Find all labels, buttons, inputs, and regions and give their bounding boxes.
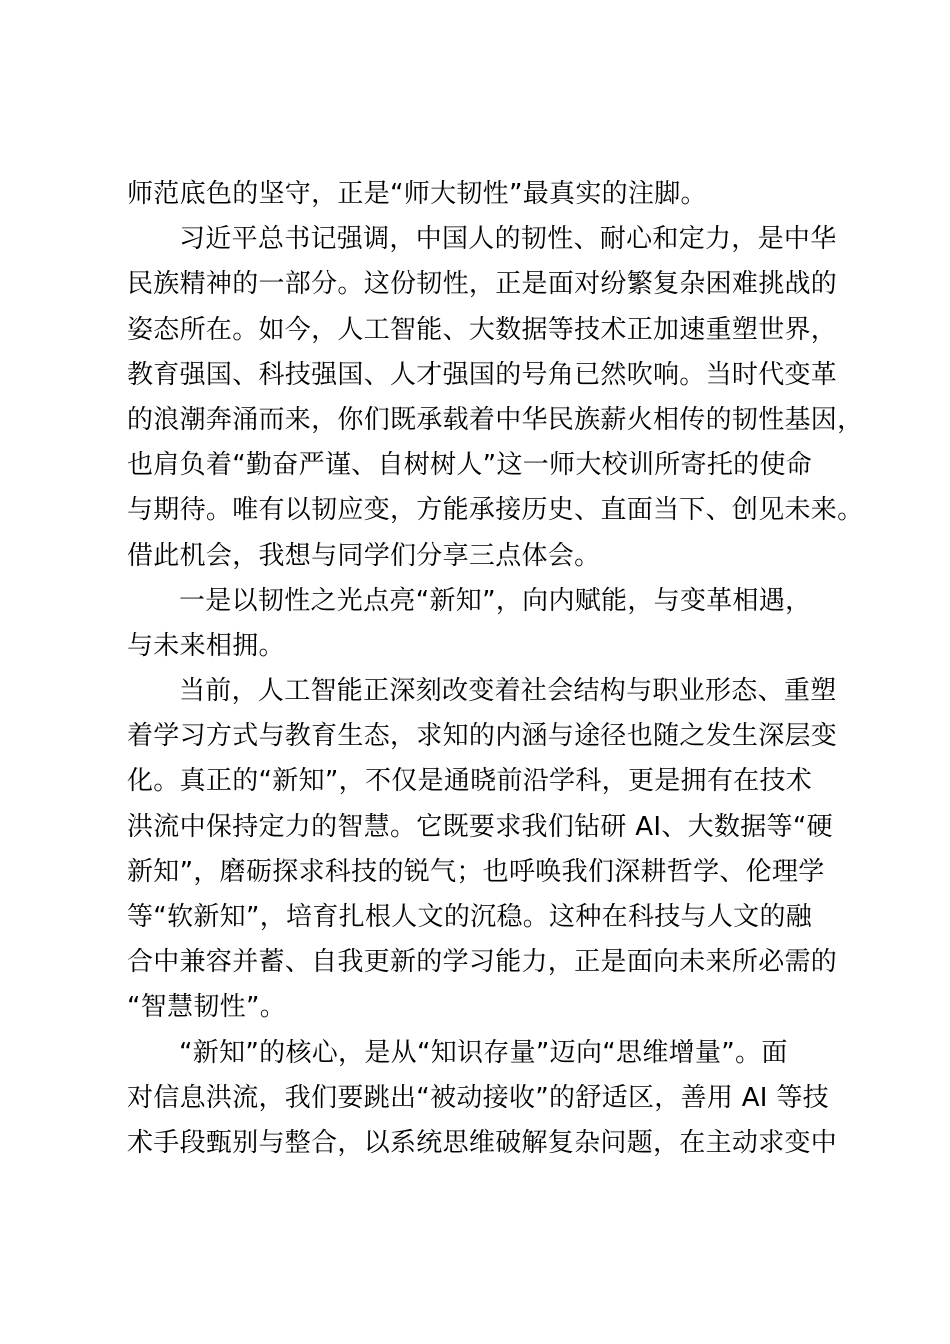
text-line: “新知”的核心，是从“知识存量”迈向“思维增量”。面 <box>179 1037 788 1068</box>
text-line: 师范底色的坚守，正是“师大韧性”最真实的注脚。 <box>127 179 707 209</box>
text-line: 术手段甄别与整合，以系统思维破解复杂问题，在主动求变中 <box>127 1127 838 1158</box>
text-line: 等“软新知”，培育扎根人文的沉稳。这种在科技与人文的融 <box>127 902 813 932</box>
text-line: 合中兼容并蓄、自我更新的学习能力，正是面向未来所必需的 <box>127 947 838 978</box>
text-line: 对信息洪流，我们要跳出“被动接收”的舒适区，善用 AI 等技 <box>127 1082 829 1113</box>
text-line: 着学习方式与教育生态，求知的内涵与途径也随之发生深层变 <box>127 721 838 752</box>
text-line: 教育强国、科技强国、人才强国的号角已然吹响。当时代变革 <box>127 359 838 390</box>
text-line: “智慧韧性”。 <box>127 992 287 1023</box>
text-line: 习近平总书记强调，中国人的韧性、耐心和定力，是中华 <box>179 224 837 255</box>
text-line: 借此机会，我想与同学们分享三点体会。 <box>127 540 601 571</box>
text-line: 的浪潮奔涌而来，你们既承载着中华民族薪火相传的韧性基因， <box>127 404 864 435</box>
text-line: 化。真正的“新知”，不仅是通晓前沿学科，更是拥有在技术 <box>127 766 813 797</box>
text-line: 一是以韧性之光点亮“新知”，向内赋能，与变革相遇， <box>179 585 812 616</box>
body-text <box>127 172 867 1166</box>
text-line: 洪流中保持定力的智慧。它既要求我们钻研 AI、大数据等“硬 <box>127 811 833 842</box>
text-line: 也肩负着“勤奋严谨、自树树人”这一师大校训所寄托的使命 <box>127 450 813 481</box>
text-line: 与期待。唯有以韧应变，方能承接历史、直面当下、创见未来。 <box>127 495 864 526</box>
text-line: 当前，人工智能正深刻改变着社会结构与职业形态、重塑 <box>179 676 837 707</box>
text-line: 新知”，磨砺探求科技的锐气；也呼唤我们深耕哲学、伦理学 <box>127 856 825 887</box>
text-line: 民族精神的一部分。这份韧性，正是面对纷繁复杂困难挑战的 <box>127 269 838 300</box>
text-line: 姿态所在。如今，人工智能、大数据等技术正加速重塑世界， <box>127 314 838 345</box>
text-line: 与未来相拥。 <box>127 630 285 661</box>
